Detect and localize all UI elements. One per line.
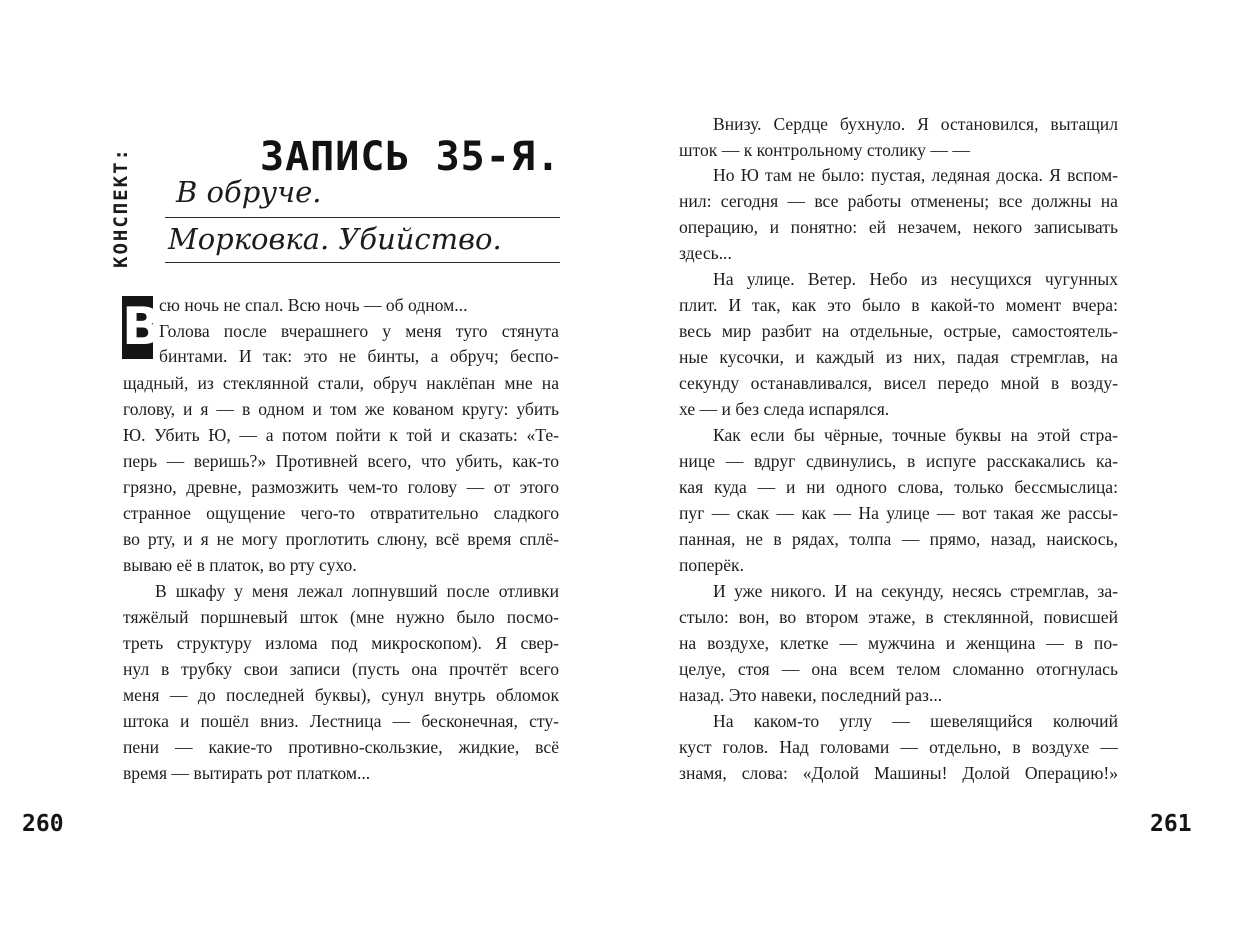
text-line: кая куда — и ни одного слова, только бессмыслица: (679, 477, 1118, 497)
text-line: ные кусочки, и каждый из них, падая стремглав, на (679, 347, 1118, 367)
text-line: секунду останавливался, висел передо мной в возду- (679, 373, 1118, 393)
text-line: нил: сегодня — все работы отменены; все должны на (679, 191, 1118, 211)
text-line: странное ощущение чего-то отвратительно сладкого (123, 503, 559, 523)
text-line: здесь... (679, 243, 732, 263)
text-line: щадный, из стеклянной стали, обруч наклёпан мне на (123, 373, 559, 393)
text-line: весь мир разбит на отдельные, острые, самостоятель- (679, 321, 1118, 341)
text-line: пени — какие-то противно-скользкие, жидкие, всё (123, 737, 559, 757)
text-line: стыло: вон, во втором этаже, в стеклянной, повисшей (679, 607, 1118, 627)
text-line: грязно, древне, размозжить чем-то голову — от этого (123, 477, 559, 497)
summary-side-label: КОНСПЕКТ: (110, 147, 132, 268)
text-line: хе — и без следа испарялся. (679, 399, 890, 419)
text-line: треть структуру излома под микроскопом). Я свер- (123, 633, 559, 653)
text-line: вываю её в платок, во рту сухо. (123, 555, 357, 575)
right-page (621, 0, 1243, 931)
text-line: время — вытирать рот платком... (123, 763, 371, 783)
page-number: 260 (22, 811, 64, 837)
text-line: перь — веришь?» Противней всего, что убить, как-то (123, 451, 559, 471)
text-line: плит. И так, как это было в какой-то момент вчера: (679, 295, 1118, 315)
text-line: операцию, и понятно: ей незачем, некого записывать (679, 217, 1118, 237)
summary-rule-1 (165, 217, 560, 218)
summary-rule-2 (165, 262, 560, 263)
text-line: шток — к контрольному столику — — (679, 140, 970, 160)
text-line: куст голов. Над головами — отдельно, в воздухе — (679, 737, 1118, 757)
text-line: во рту, и я не могу проглотить слюну, всё время сплё- (123, 529, 559, 549)
text-line: пуг — скак — как — На улице — вот такая же рассы- (679, 503, 1118, 523)
text-line: Голова после вчерашнего у меня туго стянута (159, 321, 559, 341)
summary-handwritten-line-1: В обруче. (176, 175, 322, 209)
text-line: сю ночь не спал. Всю ночь — об одном... (159, 295, 468, 315)
text-line: штока и пошёл вниз. Лестница — бесконечная, сту- (123, 711, 559, 731)
text-line: нул в трубку свои записи (пусть она прочтёт всего (123, 659, 559, 679)
text-line: Но Ю там не было: пустая, ледяная доска. Я вспом- (713, 165, 1118, 185)
text-line: На улице. Ветер. Небо из несущихся чугунных (713, 269, 1118, 289)
text-line: на воздухе, клетке — мужчина и женщина — в по- (679, 633, 1118, 653)
entry-heading: ЗАПИСЬ 35-Я. (260, 134, 561, 180)
text-line: меня — до последней буквы), сунул внутрь обломок (123, 685, 559, 705)
page-number: 261 (1150, 811, 1192, 837)
text-line: бинтами. И так: это не бинты, а обруч; беспо- (159, 346, 559, 366)
text-line: панная, не в рядах, толпа — прямо, назад, наискось, (679, 529, 1118, 549)
text-line: В шкафу у меня лежал лопнувший после отливки (155, 581, 559, 601)
text-line: поперёк. (679, 555, 744, 575)
summary-handwritten-line-2: Морковка. Убийство. (168, 222, 502, 256)
text-line: голову, и я — в одном и том же кованом кругу: убить (123, 399, 559, 419)
text-line: знамя, слова: «Долой Машины! Долой Операцию!» (679, 763, 1118, 783)
text-line: Как если бы чёрные, точные буквы на этой стра- (713, 425, 1118, 445)
drop-cap: В (122, 297, 162, 357)
text-line: Ю. Убить Ю, — а потом пойти к той и сказать: «Те- (123, 425, 559, 445)
text-line: И уже никого. И на секунду, несясь стремглав, за- (713, 581, 1118, 601)
text-line: нице — вдруг сдвинулись, в испуге расскакались ка- (679, 451, 1118, 471)
text-line: Внизу. Сердце бухнуло. Я остановился, вытащил (713, 114, 1118, 134)
left-page (0, 0, 621, 931)
text-line: целуе, стоя — она всем телом сломанно отогнулась (679, 659, 1118, 679)
text-line: На каком-то углу — шевелящийся колючий (713, 711, 1118, 731)
text-line: тяжёлый поршневый шток (мне нужно было посмо- (123, 607, 559, 627)
text-line: назад. Это навеки, последний раз... (679, 685, 943, 705)
